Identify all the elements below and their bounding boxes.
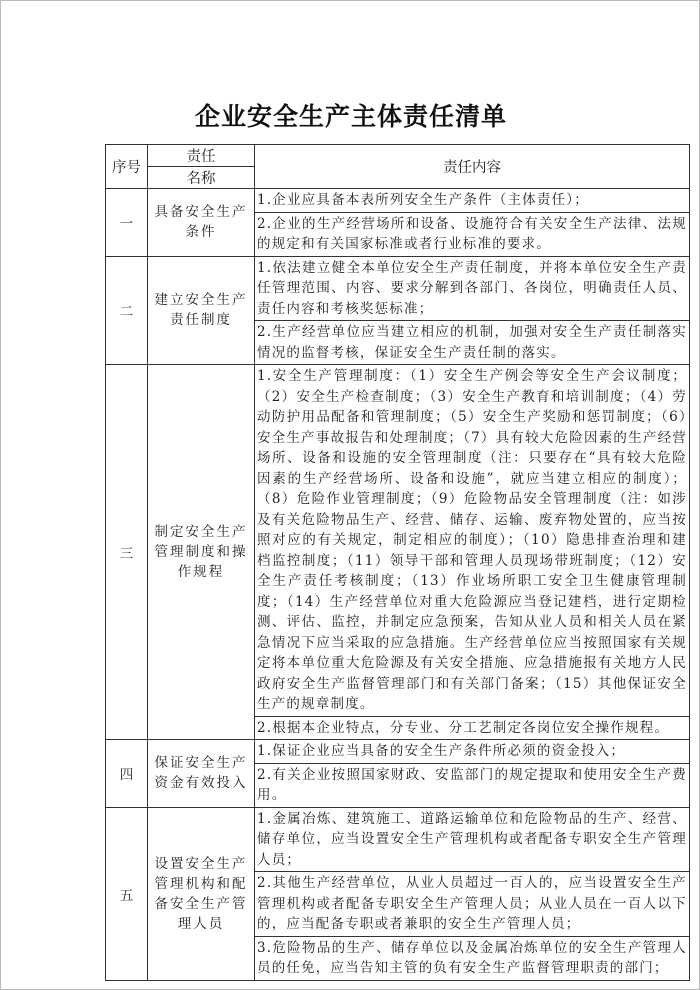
row-item: 2.有关企业按照国家财政、安监部门的规定提取和使用安全生产费用。 [255, 763, 690, 807]
row-item: 2.生产经营单位应当建立相应的机制，加强对安全生产责任制落实情况的监督考核，保证安全生产责任制的落实。 [255, 321, 690, 365]
header-content: 责任内容 [255, 145, 690, 189]
row-item: 1.企业应具备本表所列安全生产条件（主体责任）； [255, 189, 690, 213]
table-row [106, 256, 690, 321]
header-row [106, 145, 690, 167]
row-item: 1.依法建立健全本单位安全生产责任制度，并将本单位安全生产责任管理范围、内容、要求分解到各部门、各岗位，明确责任人员、责任内容和考核奖惩标准； [255, 256, 690, 321]
row-item: 1.金属冶炼、建筑施工、道路运输单位和危险物品的生产、经营、储存单位，应当设置安全生产管理机构或者配备专职安全生产管理人员； [255, 807, 690, 872]
table-row [106, 807, 690, 872]
row-item: 1.安全生产管理制度：（1）安全生产例会等安全生产会议制度；（2）安全生产检查制度；（3）安全生产教育和培训制度；（4）劳动防护用品配备和管理制度；（5）安全生产奖励和惩罚制度；（6）安全生产事故报告和处理制度；（7）具有较大危险因素的生产经营场所、设备和设施的安全管理制度（注：只要存在“具有较大危险因素的生产经营场所、设备和设施”，就应当建立相应的制度）；（8）危险作业管理制度；（9）危险物品安全管理制度（注：如涉及有关危险物品生产、经营、储存、运输、废弃物处置的，应当按照对应的有关规定，制定相应的制度）；（10）隐患排查治理和建档监控制度；（11）领导干部和管理人员现场带班制度；（12）安全生产责任考核制度；（13）作业场所职工安全卫生健康管理制度；（14）生产经营单位对重大危险源应当登记建档，进行定期检测、评估、监控，并制定应急预案，告知从业人员和相关人员在紧急情况下应当采取的应急措施。生产经营单位应当按照国家有关规定将本单位重大危险源及有关安全措施、应急措施报有关地方人民政府安全生产监督管理部门和有关部门备案；（15）其他保证安全生产的规章制度。 [255, 365, 690, 717]
row-no: 五 [106, 807, 148, 980]
row-item: 1.保证企业应当具备的安全生产条件所必须的资金投入； [255, 740, 690, 764]
row-no: 一 [106, 189, 148, 257]
row-item: 3.危险物品的生产、储存单位以及金属冶炼单位的安全生产管理人员的任免，应当告知主管的负有安全生产监督管理职责的部门； [255, 936, 690, 980]
row-item: 2.企业的生产经营场所和设备、设施符合有关安全生产法律、法规的规定和有关国家标准或者行业标准的要求。 [255, 212, 690, 256]
header-no: 序号 [106, 145, 148, 189]
row-name: 建立安全生产责任制度 [148, 256, 255, 365]
row-name: 设置安全生产管理机构和配备安全生产管理人员 [148, 807, 255, 980]
row-name: 具备安全生产条件 [148, 189, 255, 257]
row-name: 保证安全生产资金有效投入 [148, 740, 255, 808]
header-name-top: 责任 [148, 145, 255, 167]
header-name-bottom: 名称 [148, 167, 255, 189]
table-row [106, 365, 690, 717]
row-no: 三 [106, 365, 148, 740]
row-item: 2.根据本企业特点，分专业、分工艺制定各岗位安全操作规程。 [255, 716, 690, 740]
row-item: 2.其他生产经营单位，从业人员超过一百人的，应当设置安全生产管理机构或者配备专职安全生产管理人员；从业人员在一百人以下的，应当配备专职或者兼职的安全生产管理人员； [255, 872, 690, 937]
responsibility-table [105, 144, 690, 981]
page-title: 企业安全生产主体责任清单 [194, 102, 507, 131]
row-no: 二 [106, 256, 148, 365]
row-no: 四 [106, 740, 148, 808]
table-row [106, 189, 690, 213]
table-row [106, 740, 690, 764]
row-name: 制定安全生产管理制度和操作规程 [148, 365, 255, 740]
